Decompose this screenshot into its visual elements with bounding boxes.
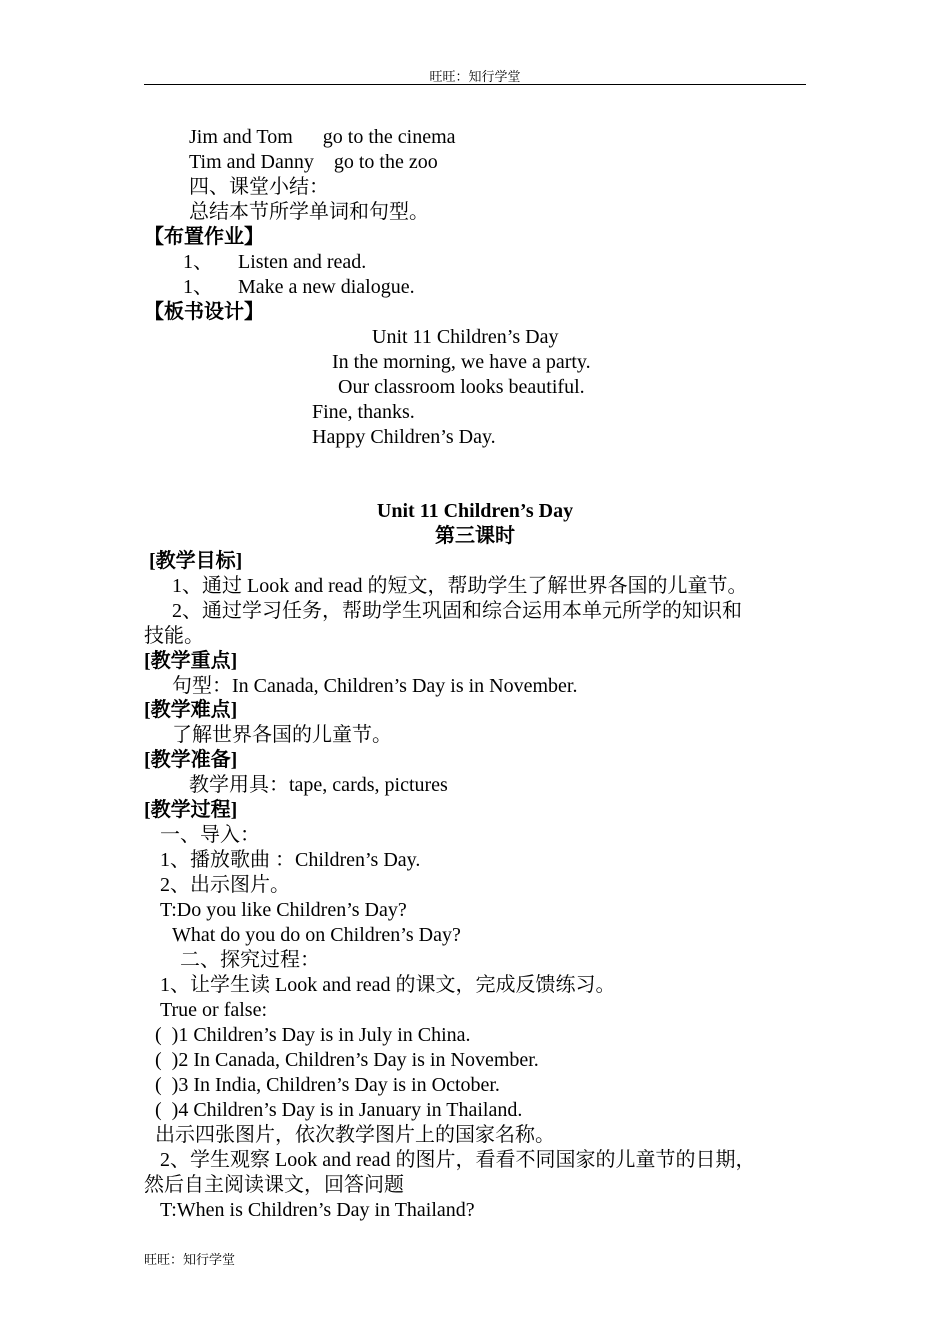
process-line: 1、让学生读 Look and read 的课文，完成反馈练习。 [160, 974, 616, 996]
difficulty-heading: [教学难点] [144, 699, 238, 721]
board-line-5: Happy Children’s Day. [312, 426, 496, 448]
page-footer: 旺旺：知行学堂 [144, 1252, 236, 1267]
process-line: 2、学生观察 Look and read 的图片，看看不同国家的儿童节的日期， [160, 1149, 756, 1171]
board-line-3: Our classroom looks beautiful. [338, 376, 585, 398]
process-line: 然后自主阅读课文，回答问题 [144, 1174, 404, 1196]
process-line: 二、探究过程： [180, 949, 320, 971]
board-line-4: Fine, thanks. [312, 401, 415, 423]
quiz-item: ( )3 In India, Children’s Day is in October. [155, 1074, 500, 1096]
process-line: T:Do you like Children’s Day? [160, 899, 407, 921]
pair-line-1: Jim and Tom go to the cinema [189, 126, 456, 148]
process-line: True or false: [160, 999, 268, 1021]
board-line-2: In the morning, we have a party. [332, 351, 591, 373]
goals-heading: [教学目标] [149, 550, 243, 572]
process-line: 1、播放歌曲 ：Children’s Day. [160, 849, 421, 871]
summary-text: 总结本节所学单词和句型。 [189, 201, 429, 223]
key-heading: [教学重点] [144, 650, 238, 672]
goal-1: 1、通过 Look and read 的短文，帮助学生了解世界各国的儿童节。 [172, 575, 748, 597]
homework-item-2: 1、 Make a new dialogue. [183, 276, 415, 298]
process-heading: [教学过程] [144, 799, 238, 821]
key-point: 句型：In Canada, Children’s Day is in November. [172, 675, 578, 697]
difficulty-text: 了解世界各国的儿童节。 [172, 724, 392, 746]
goal-2: 2、通过学习任务，帮助学生巩固和综合运用本单元所学的知识和 [172, 600, 742, 622]
process-line: What do you do on Children’s Day? [172, 924, 461, 946]
homework-heading: 【布置作业】 [144, 226, 264, 248]
quiz-item: ( )4 Children’s Day is in January in Thailand. [155, 1099, 523, 1121]
pair-line-2: Tim and Danny go to the zoo [189, 151, 438, 173]
homework-item-1: 1、 Listen and read. [183, 251, 367, 273]
prep-text: 教学用具：tape, cards, pictures [189, 774, 448, 796]
process-line: 一、导入： [160, 824, 260, 846]
board-heading: 【板书设计】 [144, 301, 264, 323]
summary-heading: 四、课堂小结： [189, 176, 329, 198]
process-line: T:When is Children’s Day in Thailand? [160, 1199, 475, 1221]
process-line: 2、出示图片。 [160, 874, 290, 896]
lesson-title: Unit 11 Children’s Day [376, 500, 574, 522]
header-divider [144, 84, 806, 85]
board-line-1: Unit 11 Children’s Day [372, 326, 559, 348]
quiz-item: ( )1 Children’s Day is in July in China. [155, 1024, 471, 1046]
page-header: 旺旺：知行学堂 [429, 69, 521, 84]
quiz-item: ( )2 In Canada, Children’s Day is in November. [155, 1049, 539, 1071]
prep-heading: [教学准备] [144, 749, 238, 771]
process-line: 出示四张图片，依次教学图片上的国家名称。 [155, 1124, 555, 1146]
goal-2-continued: 技能。 [144, 625, 204, 647]
lesson-subtitle: 第三课时 [435, 525, 515, 547]
